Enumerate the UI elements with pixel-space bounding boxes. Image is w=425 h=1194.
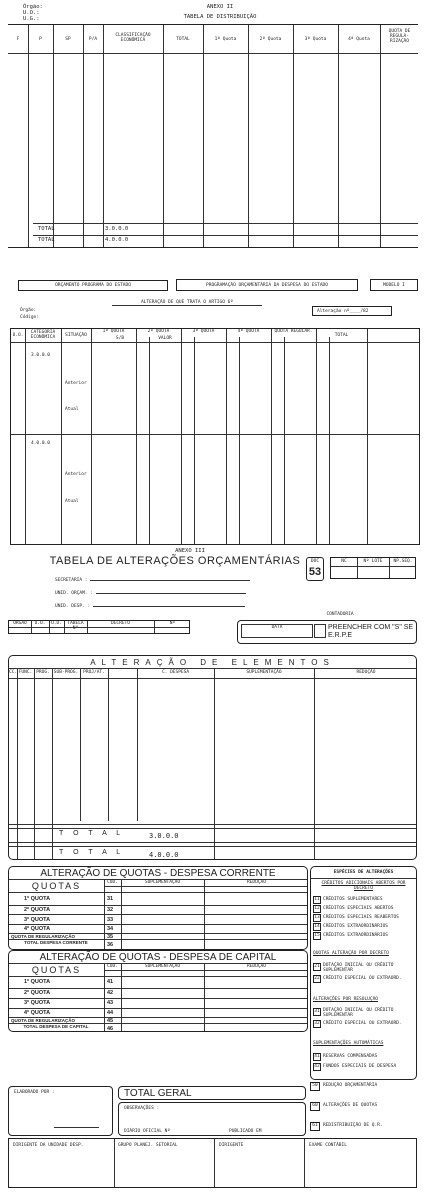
total-label: T O T A L bbox=[59, 849, 125, 856]
decreto-header: ÓRGÃO U.O. U.D. TABELA Nº DECRETO Nº bbox=[8, 620, 190, 634]
especies-bottom: 50 REDUÇÃO ORÇAMENTÁRIA 60 ALTERAÇÕES DE QUOTAS 61 REDISTRIBUIÇÃO DE Q.R. bbox=[310, 1082, 417, 1142]
sig-dirigente-unidade: DIRIGENTE DA UNIDADE DESP. bbox=[13, 1143, 84, 1148]
secretaria-field[interactable]: SECRETARIA : bbox=[55, 578, 295, 583]
especies-group-quotas: 21 DOTAÇÃO INICIAL OU CRÉDITO SUPLEMENTAR 22 CRÉDITO ESPECIAL OU EXTRAORD. bbox=[314, 963, 402, 981]
total-label: T O T A L bbox=[59, 830, 125, 837]
quotas-capital-table: ALTERAÇÃO DE QUOTAS - DESPESA DE CAPITAL QUOTAS COD. SUPLEMENTAÇÃO REDUÇÃO 1ª QUOTA 2ª QUOTA 3ª QUOTA 4ª QUOTA QUOTA DE REGULARIZAÇÃO TOTAL DESPESA DE CAPITAL 41 42 43 44 45 46 bbox=[8, 950, 308, 1032]
header-left-labels: Órgão: U.O.: U.G.: bbox=[23, 4, 43, 22]
corrente-title: ALTERAÇÃO DE QUOTAS - DESPESA CORRENTE bbox=[40, 868, 276, 879]
col-quota-regular: QUOTA REGULAR. bbox=[274, 329, 313, 334]
capital-title: ALTERAÇÃO DE QUOTAS - DESPESA DE CAPITAL bbox=[39, 952, 277, 963]
elementos-table: ALTERAÇÃO DE ELEMENTOS CC. FUNC. PROG. SUB-PROG. PROJ/AT. C. DESPESA SUPLEMENTAÇÃO REDUÇÃO T O T A L 3.0.0.0 T O T A L 4.0.0.0 bbox=[8, 655, 417, 860]
data-field[interactable]: DATA bbox=[241, 624, 313, 638]
col-quota-1: 1ª Quota bbox=[214, 37, 237, 42]
col-f: F bbox=[16, 37, 20, 42]
total-code: 3.0.0.0 bbox=[149, 832, 179, 840]
row-anterior: Anterior bbox=[65, 472, 87, 477]
subcol-valor: VALOR bbox=[158, 336, 172, 341]
especies-title: ESPÉCIES DE ALTERAÇÕES bbox=[333, 870, 394, 875]
annex-label: ANEXO III bbox=[175, 548, 205, 554]
col-sp: SP bbox=[65, 37, 71, 42]
contadoria-box bbox=[237, 620, 417, 644]
row-atual: Atual bbox=[65, 499, 79, 504]
modelo-box: MODELO I bbox=[370, 279, 418, 291]
subcol-sb: S/B bbox=[115, 336, 125, 341]
preencher-note: PREENCHER COM "S" SE E.R.P.E bbox=[328, 624, 414, 639]
col-situacao: SITUAÇÃO bbox=[65, 333, 87, 338]
modelo-table bbox=[10, 328, 420, 545]
especies-group-automaticas: 41 RESERVAS COMPENSADAS 42 FUNDOS ESPECIAIS DE DESPESA bbox=[314, 1054, 397, 1069]
sig-grupo-planej: GRUPO PLANEJ. SETORIAL bbox=[118, 1143, 178, 1148]
orgao-codigo-labels: Órgão: Código: bbox=[20, 308, 39, 320]
form-title: TABELA DE ALTERAÇÕES ORÇAMENTÁRIAS bbox=[49, 555, 301, 567]
total-label: TOTAL bbox=[38, 226, 55, 232]
col-total: TOTAL bbox=[176, 37, 190, 42]
col-quota-regularizacao: QUOTA DE REGULA- RIZAÇÃO bbox=[388, 29, 411, 44]
col-total: TOTAL bbox=[334, 333, 349, 338]
col-p: P bbox=[39, 37, 42, 42]
row-code: 3.0.0.0 bbox=[31, 353, 50, 358]
programacao-box: PROGRAMAÇÃO ORÇAMENTÁRIA DA DESPESA DO ESTADO bbox=[176, 279, 358, 291]
row-anterior: Anterior bbox=[65, 381, 87, 386]
annex-label: ANEXO II bbox=[206, 4, 234, 10]
col-quota-1: 1ª QUOTA bbox=[102, 329, 125, 334]
form-title: TABELA DE DISTRIBUIÇÃO bbox=[183, 14, 257, 20]
signature-row bbox=[8, 1138, 417, 1188]
erpe-checkbox[interactable] bbox=[314, 624, 326, 638]
alteracao-number: Alteração nº____/82 bbox=[312, 306, 392, 316]
col-quota-4: 4ª Quota bbox=[348, 37, 370, 42]
sig-exame-contabil: EXAME CONTÁBIL bbox=[309, 1143, 347, 1148]
total-geral-box: TOTAL GERAL bbox=[118, 1086, 306, 1100]
quotas-corrente-table: ALTERAÇÃO DE QUOTAS - DESPESA CORRENTE QUOTAS COD. SUPLEMENTAÇÃO REDUÇÃO 1ª QUOTA 2ª QUOTA 3ª QUOTA 4ª QUOTA QUOTA DE REGULARIZAÇÃO TOTAL DESPESA CORRENTE 31 32 33 34 35 36 bbox=[8, 866, 308, 950]
distribution-table bbox=[8, 24, 418, 248]
total-code: 4.0.0.0 bbox=[149, 851, 179, 859]
sig-dirigente: DIRIGENTE bbox=[219, 1143, 244, 1148]
col-quota-2: 2ª QUOTA bbox=[147, 329, 170, 334]
total-label: TOTAL bbox=[38, 237, 55, 243]
col-categoria: CATEGORIA ECONÔMICA bbox=[30, 330, 56, 340]
observacoes-box[interactable]: OBSERVAÇÕES : DIÁRIO OFICIAL Nº PUBLICADO EM bbox=[118, 1102, 306, 1136]
lote-box: NC Nº LOTE NP.SEQ. bbox=[330, 557, 416, 579]
col-quota-2: 2ª Quota bbox=[259, 37, 282, 42]
elaborado-box[interactable]: ELABORADO POR : bbox=[8, 1086, 113, 1136]
col-uo: U.O. bbox=[12, 333, 24, 338]
unid-desp-field[interactable]: UNID. DESP. : bbox=[55, 604, 295, 609]
col-classificacao: CLASSIFICAÇÃO ECONÔMICA bbox=[115, 33, 151, 43]
col-quota-3: 3ª Quota bbox=[304, 37, 327, 42]
artigo-subtitle: ALTERAÇÃO DE QUE TRATA O ARTIGO 6º bbox=[112, 300, 262, 306]
col-quota-4: 4ª QUOTA bbox=[237, 329, 260, 334]
row-atual: Atual bbox=[65, 407, 79, 412]
orcamento-box: ORÇAMENTO PROGRAMA DO ESTADO bbox=[18, 280, 168, 291]
elementos-title: ALTERAÇÃO DE ELEMENTOS bbox=[90, 658, 335, 667]
col-pa: P/A bbox=[88, 37, 98, 42]
doc-box: DOC 53 bbox=[306, 557, 324, 581]
total-code: 3.0.0.0 bbox=[105, 226, 129, 232]
col-quota-3: 3ª QUOTA bbox=[192, 329, 215, 334]
especies-group-decreto: 11 CRÉDITOS SUPLEMENTARES 12 CRÉDITOS ESPECIAIS ABERTOS 13 CRÉDITOS ESPECIAIS REABERTOS 14 CRÉDITOS EXTRAORDINÁRIOS 15 CRÉDITOS EXTRAORDINÁRIOS bbox=[314, 897, 399, 938]
contadoria-label: CONTADORIA bbox=[326, 612, 354, 617]
total-code: 4.0.0.0 bbox=[105, 237, 129, 243]
row-code: 4.0.0.0 bbox=[31, 441, 50, 446]
unid-orcam-field[interactable]: UNID. ORÇAM. : bbox=[55, 591, 295, 596]
especies-panel: ESPÉCIES DE ALTERAÇÕES CRÉDITOS ADICIONAIS ABERTOS POR DECRETO 11 CRÉDITOS SUPLEMENTARES 12 CRÉDITOS ESPECIAIS ABERTOS 13 CRÉDITOS ESPECIAIS REABERTOS 14 CRÉDITOS EXTRAORDINÁRIOS 15 CRÉDITOS EXTRAORDINÁRIOS QUOTAS ALTERAÇÃO POR DECRETO 21 DOTAÇÃO INICIAL OU CRÉDITO SUPLEMENTAR 22 CRÉDITO ESPECIAL OU EXTRAORD. ALTERAÇÕES POR RESOLUÇÃO 31 DOTAÇÃO INICIAL OU CRÉDITO SUPLEMENTAR 32 CRÉDITO ESPECIAL OU EXTRAORD. SUPLEMENTAÇÕES AUTOMÁTICAS 41 RESERVAS COMPENSADAS 42 FUNDOS ESPECIAIS DE DESPESA bbox=[310, 866, 417, 1080]
especies-group-resolucao: 31 DOTAÇÃO INICIAL OU CRÉDITO SUPLEMENTAR 32 CRÉDITO ESPECIAL OU EXTRAORD. bbox=[314, 1008, 402, 1026]
